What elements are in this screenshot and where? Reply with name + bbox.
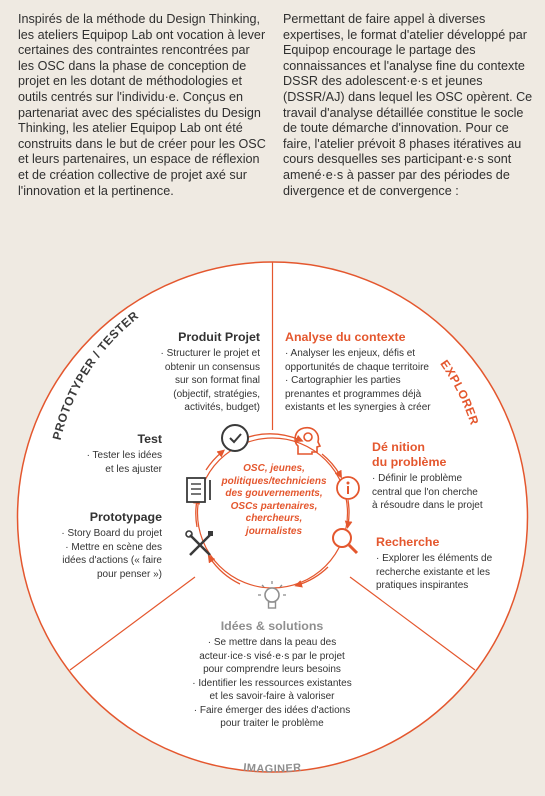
phase-bullet-line: · Cartographier les parties	[285, 375, 401, 386]
center-stakeholders	[214, 463, 334, 538]
phase-bullets	[172, 636, 372, 731]
center-line: OSC, jeunes,	[243, 463, 305, 474]
phase-bullet-line: · Faire émerger des idées d'actions	[193, 704, 351, 716]
phase-bullet-line: · Structurer le projet et	[160, 348, 260, 359]
phase-title: Produit Projet	[178, 330, 260, 344]
phase-bullet-line: · Explorer les éléments de	[376, 553, 493, 564]
phase-bullet-line: · Se mettre dans la peau des	[207, 637, 337, 648]
phase-test	[62, 432, 162, 476]
phase-bullets	[372, 472, 512, 513]
phase-title: Test	[137, 432, 162, 446]
phase-bullet-line: obtenir un consensus	[164, 361, 260, 373]
phase-bullet-line: · Tester les idées	[86, 450, 162, 461]
phase-bullets	[376, 552, 521, 593]
phase-bullet-line: opportunités de chaque territoire	[285, 361, 429, 373]
phase-title-line2: du problème	[372, 455, 447, 469]
phase-bullet-line: prenantes et programmes déjà	[285, 388, 422, 400]
phase-bullet-line: activités, budget)	[184, 402, 260, 413]
center-line: des gouvernements,	[225, 488, 323, 499]
phase-bullet-line: · Définir le problème	[372, 473, 463, 484]
phase-bullet-line: recherche existante et les	[376, 566, 490, 578]
intro-right-paragraph: Permettant de faire appel à diverses expertises, le format d'atelier développé par Equipop encourage le partage des connaissances et l'analyse fine du contexte DSSR des adolescent·e·s et jeunes (DSSR/AJ) dans lequel les OSC opèrent. Ce travail d'analyse détaillée constitue le socle de toute démarche d'innovation. Pour ce faire, l'atelier prévoit 8 phases itératives au cours desquelles ses participant·e·s sont amené·e·s à passer par des périodes de divergence et de convergence :	[283, 12, 533, 198]
center-line: politiques/techniciens	[221, 475, 327, 487]
sector-label-explorer: EXPLORER	[437, 357, 482, 427]
center-line: chercheurs,	[245, 513, 303, 524]
sector-label-prototyper: PROTOTYPER / TESTER	[49, 308, 142, 442]
phase-title: Prototypage	[89, 510, 162, 524]
phase-bullet-line: pratiques inspirantes	[376, 580, 469, 591]
info-icon	[337, 477, 359, 499]
phase-title: Analyse du contexte	[285, 330, 406, 344]
phase-bullet-line: pour penser »)	[96, 568, 162, 580]
phase-bullet-line: (objectif, stratégies,	[173, 388, 260, 400]
phase-definition-probleme	[372, 440, 512, 513]
phase-bullet-line: acteur·ice·s visé·e·s par le projet	[199, 650, 345, 662]
phase-idees-solutions	[172, 619, 372, 731]
phase-bullets	[285, 347, 450, 415]
sector-label-imaginer: IMAGINER	[242, 761, 303, 776]
phase-analyse-contexte	[285, 330, 450, 415]
phase-bullet-line: sur son format final	[174, 375, 260, 386]
phase-prototypage	[50, 510, 162, 581]
phase-bullet-line: pour comprendre leurs besoins	[203, 664, 341, 675]
center-line: OSCs partenaires,	[230, 500, 318, 512]
phase-title-line1: Dé nition	[372, 440, 425, 454]
checkmark-badge-icon	[222, 425, 248, 451]
phase-recherche	[376, 535, 521, 593]
phase-bullet-line: central que l'on cherche	[372, 486, 478, 498]
phase-title: Recherche	[376, 535, 440, 549]
center-line: journalistes	[245, 525, 303, 537]
phase-bullet-line: idées d'actions (« faire	[62, 555, 162, 566]
phase-bullet-line: existants et les synergies à créer	[285, 402, 431, 413]
phase-bullet-line: · Analyser les enjeux, défis et	[285, 348, 416, 359]
phase-bullet-line: · Story Board du projet	[61, 528, 162, 539]
phase-bullet-line: et les savoir-faire à valoriser	[209, 691, 335, 702]
phase-bullet-line: à résoudre dans le projet	[372, 500, 483, 511]
phase-produit-projet	[120, 330, 260, 415]
phase-bullet-line: pour traiter le problème	[220, 718, 324, 729]
phase-bullet-line: · Mettre en scène des	[65, 541, 162, 553]
phase-title: Idées & solutions	[220, 619, 324, 633]
intro-left-paragraph: Inspirés de la méthode du Design Thinking, les ateliers Equipop Lab ont vocation à lever certaines des contraintes rencontrées par les OSC dans la phase de conception de projet en les dotant de méthodologies et outils centrés sur l'individu·e. Conçus en partenariat avec des spécialistes du Design Thinking, les atelier Equipop Lab ont été construits dans le but de créer pour les OSC et leurs partenaires, un espace de réflexion et de création collective de projet axé sur l'innovation et la pertinence.	[18, 12, 266, 198]
phase-bullet-line: · Identifier les ressources existantes	[192, 677, 352, 689]
phase-bullets	[50, 527, 162, 581]
phase-bullets	[120, 347, 260, 415]
phase-bullet-line: et les ajuster	[105, 463, 162, 475]
phase-bullets	[62, 449, 162, 476]
